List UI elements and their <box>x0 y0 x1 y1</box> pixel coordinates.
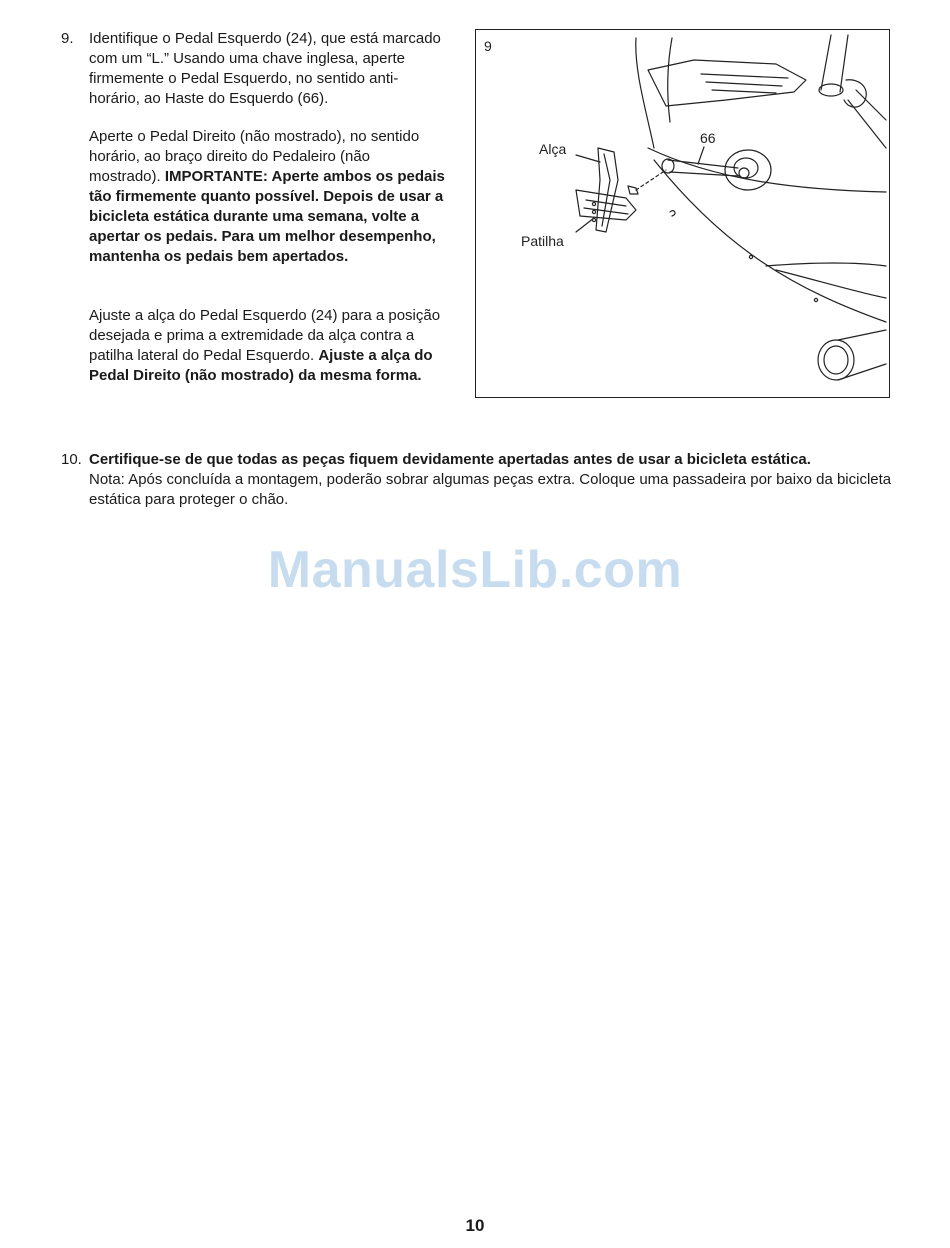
figure-9 <box>475 29 890 398</box>
step-10-number: 10. <box>61 451 82 468</box>
step-9-paragraph-3-bold: Ajuste a alça do Pedal Direito (não mostrado) da mesma forma. <box>89 347 433 384</box>
label-part-66: 66 <box>700 130 716 146</box>
pedal-assembly-illustration <box>476 30 891 399</box>
step-10-paragraph <box>89 450 899 510</box>
label-strap: Alça <box>539 141 567 157</box>
figure-number: 9 <box>484 38 492 54</box>
step-10-note: Nota: Após concluída a montagem, poderão sobrar algumas peças extra. Coloque uma passadeira por baixo da bicicleta estática para proteger o chão. <box>89 471 892 508</box>
step-9-paragraph-1: Identifique o Pedal Esquerdo (24), que está marcado com um “L.” Usando uma chave inglesa, aperte firmemente o Pedal Esquerdo, no sentido anti-horário, ao Haste do Esquerdo (66). <box>89 30 441 107</box>
step-9-paragraph-2 <box>89 127 445 267</box>
label-pedal-tab: Patilha <box>521 233 564 249</box>
step-9-paragraph-2-text: Aperte o Pedal Direito (não mostrado), no sentido horário, ao braço direito do Pedaleiro (não mostrado). <box>89 128 420 185</box>
step-9-paragraph-3-text: Ajuste a alça do Pedal Esquerdo (24) para a posição desejada e prima a extremidade da alça contra a patilha lateral do Pedal Esquerdo. <box>89 307 441 364</box>
page-number: 10 <box>465 1216 485 1235</box>
step-9-number: 9. <box>61 30 74 47</box>
watermark: ManualsLib.com <box>267 541 683 599</box>
step-9-important-note: IMPORTANTE: Aperte ambos os pedais tão firmemente quanto possível. Depois de usar a bicicleta estática durante uma semana, volte a apertar os pedais. Para um melhor desempenho, mantenha os pedais bem apertados. <box>89 168 445 265</box>
step-10-bold-instruction: Certifique-se de que todas as peças fiquem devidamente apertadas antes de usar a bicicleta estática. <box>89 451 811 468</box>
step-9-paragraph-3 <box>89 306 445 386</box>
